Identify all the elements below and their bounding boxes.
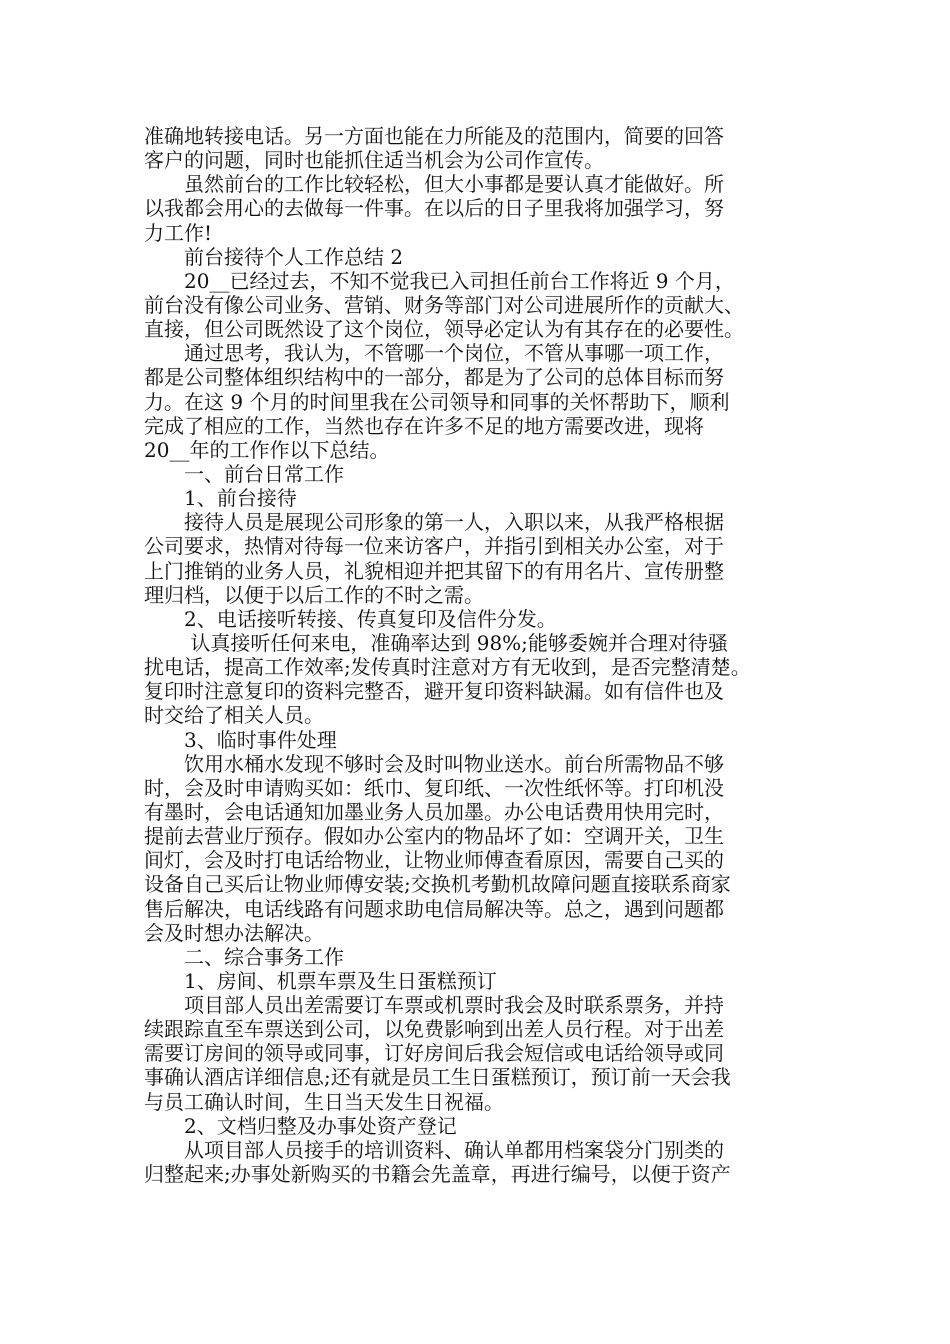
text-line: 认真接听任何来电，准确率达到 98%;能够委婉并合理对待骚 [144,630,728,655]
text-line: 理归档，以便于以后工作的不时之需。 [144,582,484,607]
text-line: 间灯，会及时打电话给物业，让物业师傅查看原因，需要自己买的 [144,848,724,873]
subsection-heading: 1、前台接待 [144,486,297,511]
subsection-heading: 2、文档归整及办事处资产登记 [144,1113,457,1138]
text-line: 饮用水桶水发现不够时会及时叫物业送水。前台所需物品不够 [144,751,724,776]
text-line: 复印时注意复印的资料完整否，避开复印资料缺漏。如有信件也及 [144,679,724,704]
text-line: 设备自己买后让物业师傅安装;交换机考勤机故障问题直接联系商家 [144,872,731,897]
text-line: 前台没有像公司业务、营销、财务等部门对公司进展所作的贡献大、 [144,292,744,317]
text-line: 客户的问题，同时也能抓住适当机会为公司作宣传。 [144,148,604,173]
text-line: 与员工确认时间，生日当天发生日祝福。 [144,1089,504,1114]
text-line: 都是公司整体组织结构中的一部分，都是为了公司的总体目标而努 [144,365,724,390]
section-heading: 二、综合事务工作 [144,944,344,969]
subsection-heading: 2、电话接听转接、传真复印及信件分发。 [144,606,557,631]
text-line: 以我都会用心的去做每一件事。在以后的日子里我将加强学习，努 [144,196,724,221]
subsection-heading: 1、房间、机票车票及生日蛋糕预订 [144,968,497,993]
text-line: 从项目部人员接手的培训资料、确认单都用档案袋分门别类的 [144,1137,724,1162]
document-body [144,124,824,1186]
text-line: 时，会及时申请购买如：纸巾、复印纸、一次性纸怀等。打印机没 [144,775,724,800]
text-line: 准确地转接电话。另一方面也能在力所能及的范围内，简要的回答 [144,124,724,148]
text-line: 续跟踪直至车票送到公司，以免费影响到出差人员行程。对于出差 [144,1017,724,1042]
text-line: 接待人员是展现公司形象的第一人，入职以来，从我严格根据 [144,510,724,535]
text-line: 力。在这 9 个月的时间里我在公司领导和同事的关怀帮助下，顺利 [144,389,730,414]
text-line: 需要订房间的领导或同事，订好房间后我会短信或电话给领导或同 [144,1041,724,1066]
text-line: 提前去营业厅预存。假如办公室内的物品坏了如：空调开关，卫生 [144,824,724,849]
section-heading: 一、前台日常工作 [144,461,344,486]
text-line: 会及时想办法解决。 [144,920,324,945]
text-line: 20__年的工作作以下总结。 [144,437,390,462]
text-line: 项目部人员出差需要订车票或机票时我会及时联系票务，并持 [144,993,724,1018]
text-line: 力工作! [144,220,213,245]
text-line: 事确认酒店详细信息;还有就是员工生日蛋糕预订，预订前一天会我 [144,1065,731,1090]
section-title: 前台接待个人工作总结 2 [144,244,404,269]
text-line: 扰电话，提高工作效率;发传真时注意对方有无收到，是否完整清楚。 [144,655,751,680]
text-line: 直接，但公司既然设了这个岗位，领导必定认为有其存在的必要性。 [144,317,744,342]
text-line: 上门推销的业务人员，礼貌相迎并把其留下的有用名片、宣传册整 [144,558,724,583]
text-line: 归整起来;办事处新购买的书籍会先盖章，再进行编号，以便于资产 [144,1162,731,1187]
subsection-heading: 3、临时事件处理 [144,727,337,752]
text-line: 通过思考，我认为，不管哪一个岗位，不管从事哪一项工作， [144,341,724,366]
text-line: 公司要求，热情对待每一位来访客户，并指引到相关办公室，对于 [144,534,724,559]
text-line: 虽然前台的工作比较轻松，但大小事都是要认真才能做好。所 [144,172,724,197]
text-line: 有墨时，会电话通知加墨业务人员加墨。办公电话费用快用完时， [144,799,724,824]
text-line: 完成了相应的工作，当然也存在许多不足的地方需要改进，现将 [144,413,704,438]
text-line: 20__已经过去，不知不觉我已入司担任前台工作将近 9 个月， [144,268,735,293]
text-line: 时交给了相关人员。 [144,703,324,728]
text-line: 售后解决，电话线路有问题求助电信局解决等。总之，遇到问题都 [144,896,724,921]
